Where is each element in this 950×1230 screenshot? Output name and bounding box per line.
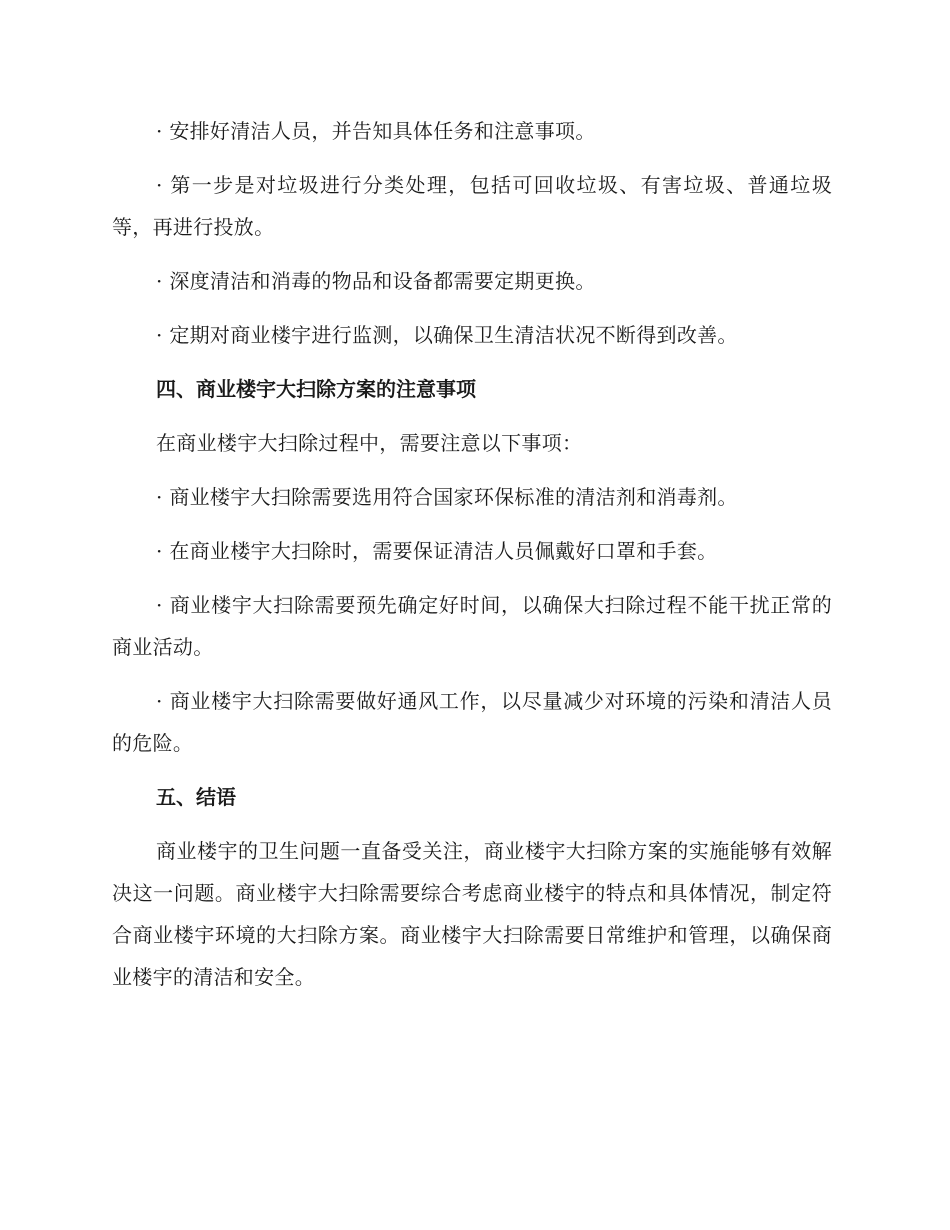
- bullet-schedule-time: · 商业楼宇大扫除需要预先确定好时间，以确保大扫除过程不能干扰正常的商业活动。: [112, 593, 832, 659]
- bullet-arrange-cleaners: · 安排好清洁人员，并告知具体任务和注意事项。: [156, 119, 596, 143]
- bullet-garbage-sorting: · 第一步是对垃圾进行分类处理，包括可回收垃圾、有害垃圾、普通垃圾等，再进行投放。: [112, 173, 832, 239]
- section4-intro: 在商业楼宇大扫除过程中，需要注意以下事项：: [156, 431, 583, 455]
- bullet-replace-equipment: · 深度清洁和消毒的物品和设备都需要定期更换。: [156, 269, 596, 293]
- section5-body: 商业楼宇的卫生问题一直备受关注，商业楼宇大扫除方案的实施能够有效解决这一问题。商业楼宇大扫除需要综合考虑商业楼宇的特点和具体情况，制定符合商业楼宇环境的大扫除方案。商业楼宇大扫除需要日常维护和管理，以确保商业楼宇的清洁和安全。: [112, 839, 832, 989]
- bullet-eco-detergent: · 商业楼宇大扫除需要选用符合国家环保标准的清洁剂和消毒剂。: [156, 485, 738, 509]
- bullet-ventilation: · 商业楼宇大扫除需要做好通风工作，以尽量减少对环境的污染和清洁人员的危险。: [112, 689, 832, 755]
- bullet-masks-gloves: · 在商业楼宇大扫除时，需要保证清洁人员佩戴好口罩和手套。: [156, 539, 718, 563]
- document-body: [112, 110, 832, 998]
- section4-heading: 四、商业楼宇大扫除方案的注意事项: [156, 377, 476, 401]
- bullet-regular-monitoring: · 定期对商业楼宇进行监测，以确保卫生清洁状况不断得到改善。: [156, 323, 738, 347]
- section5-heading: 五、结语: [156, 785, 236, 809]
